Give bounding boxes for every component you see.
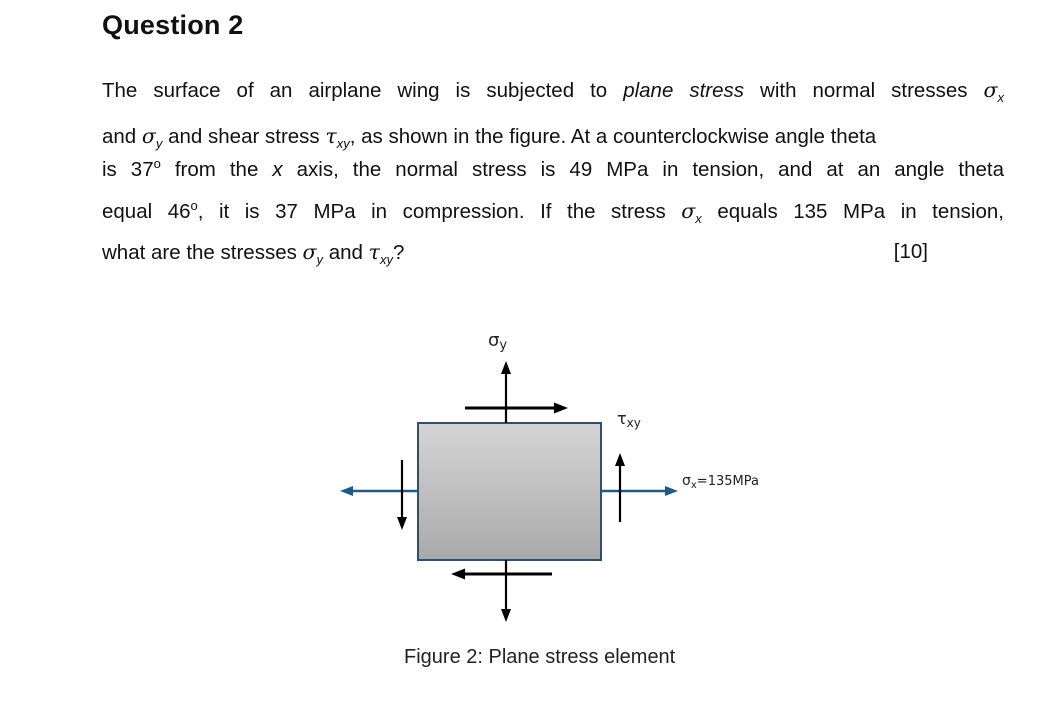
tau-xy-symbol: $\tau_{xy}$ bbox=[325, 124, 350, 151]
plane-stress-figure bbox=[330, 325, 790, 595]
sigma-x-symbol: $\sigma_x$ bbox=[681, 199, 702, 226]
paragraph-line-3 bbox=[102, 156, 1004, 186]
paragraph-line-1 bbox=[102, 76, 1004, 107]
tau-xy-figure-label: τxy bbox=[617, 409, 641, 430]
shear-arrow-top bbox=[465, 403, 568, 414]
x-axis-variable: x bbox=[272, 158, 283, 181]
stress-element-square bbox=[418, 423, 601, 560]
sigma-y-symbol: $\sigma_y$ bbox=[302, 240, 324, 267]
sigma-y-figure-label: σy bbox=[488, 330, 508, 353]
paragraph-line-4 bbox=[102, 197, 1004, 228]
stress-element-diagram bbox=[330, 325, 790, 595]
sigma-x-symbol: $\sigma_x$ bbox=[983, 78, 1004, 105]
figure-caption: Figure 2: Plane stress element bbox=[404, 646, 676, 668]
text-run: ? bbox=[393, 241, 405, 264]
sigma-y-symbol: $\sigma_y$ bbox=[141, 124, 163, 151]
paragraph-line-2 bbox=[102, 122, 1004, 153]
text-run: and bbox=[102, 125, 137, 148]
text-run: and shear stress bbox=[168, 125, 320, 148]
text-run: with normal stresses bbox=[760, 79, 968, 102]
text-run: equals 135 MPa in tension, bbox=[717, 200, 1004, 223]
text-run: The surface of an airplane wing is subjected to bbox=[102, 79, 608, 102]
shear-arrow-bottom bbox=[451, 569, 552, 580]
text-run: what are the stresses bbox=[102, 241, 297, 264]
shear-arrow-left bbox=[397, 460, 407, 530]
marks-label: [10] bbox=[893, 240, 928, 263]
text-run: and bbox=[328, 241, 363, 264]
sigma-y-arrow-bottom bbox=[501, 560, 511, 622]
degree-symbol: o bbox=[190, 198, 198, 213]
shear-arrow-right bbox=[615, 453, 625, 522]
sigma-x-figure-label: $\sigma_x=135MPa$ bbox=[682, 473, 759, 491]
text-run: equal 46$^o$, it is 37 MPa in compression. If the stress bbox=[102, 198, 666, 223]
sigma-x-arrow-left bbox=[340, 486, 418, 496]
plane-stress-term: plane stress bbox=[623, 79, 745, 102]
text-run: axis, the normal stress is 49 MPa in tension, and at an angle theta bbox=[296, 158, 1004, 181]
degree-symbol: o bbox=[153, 156, 161, 171]
text-run: is 37$^o$ bbox=[102, 156, 161, 181]
text-run: , as shown in the figure. At a counterclockwise angle theta bbox=[349, 125, 877, 148]
tau-xy-symbol: $\tau_{xy}$ bbox=[368, 240, 394, 267]
paragraph-line-5 bbox=[102, 238, 1004, 269]
sigma-y-arrow-top bbox=[501, 361, 511, 423]
question-heading: Question 2 bbox=[102, 10, 244, 40]
text-run: from the bbox=[174, 158, 259, 181]
sigma-x-arrow-right bbox=[601, 486, 678, 496]
